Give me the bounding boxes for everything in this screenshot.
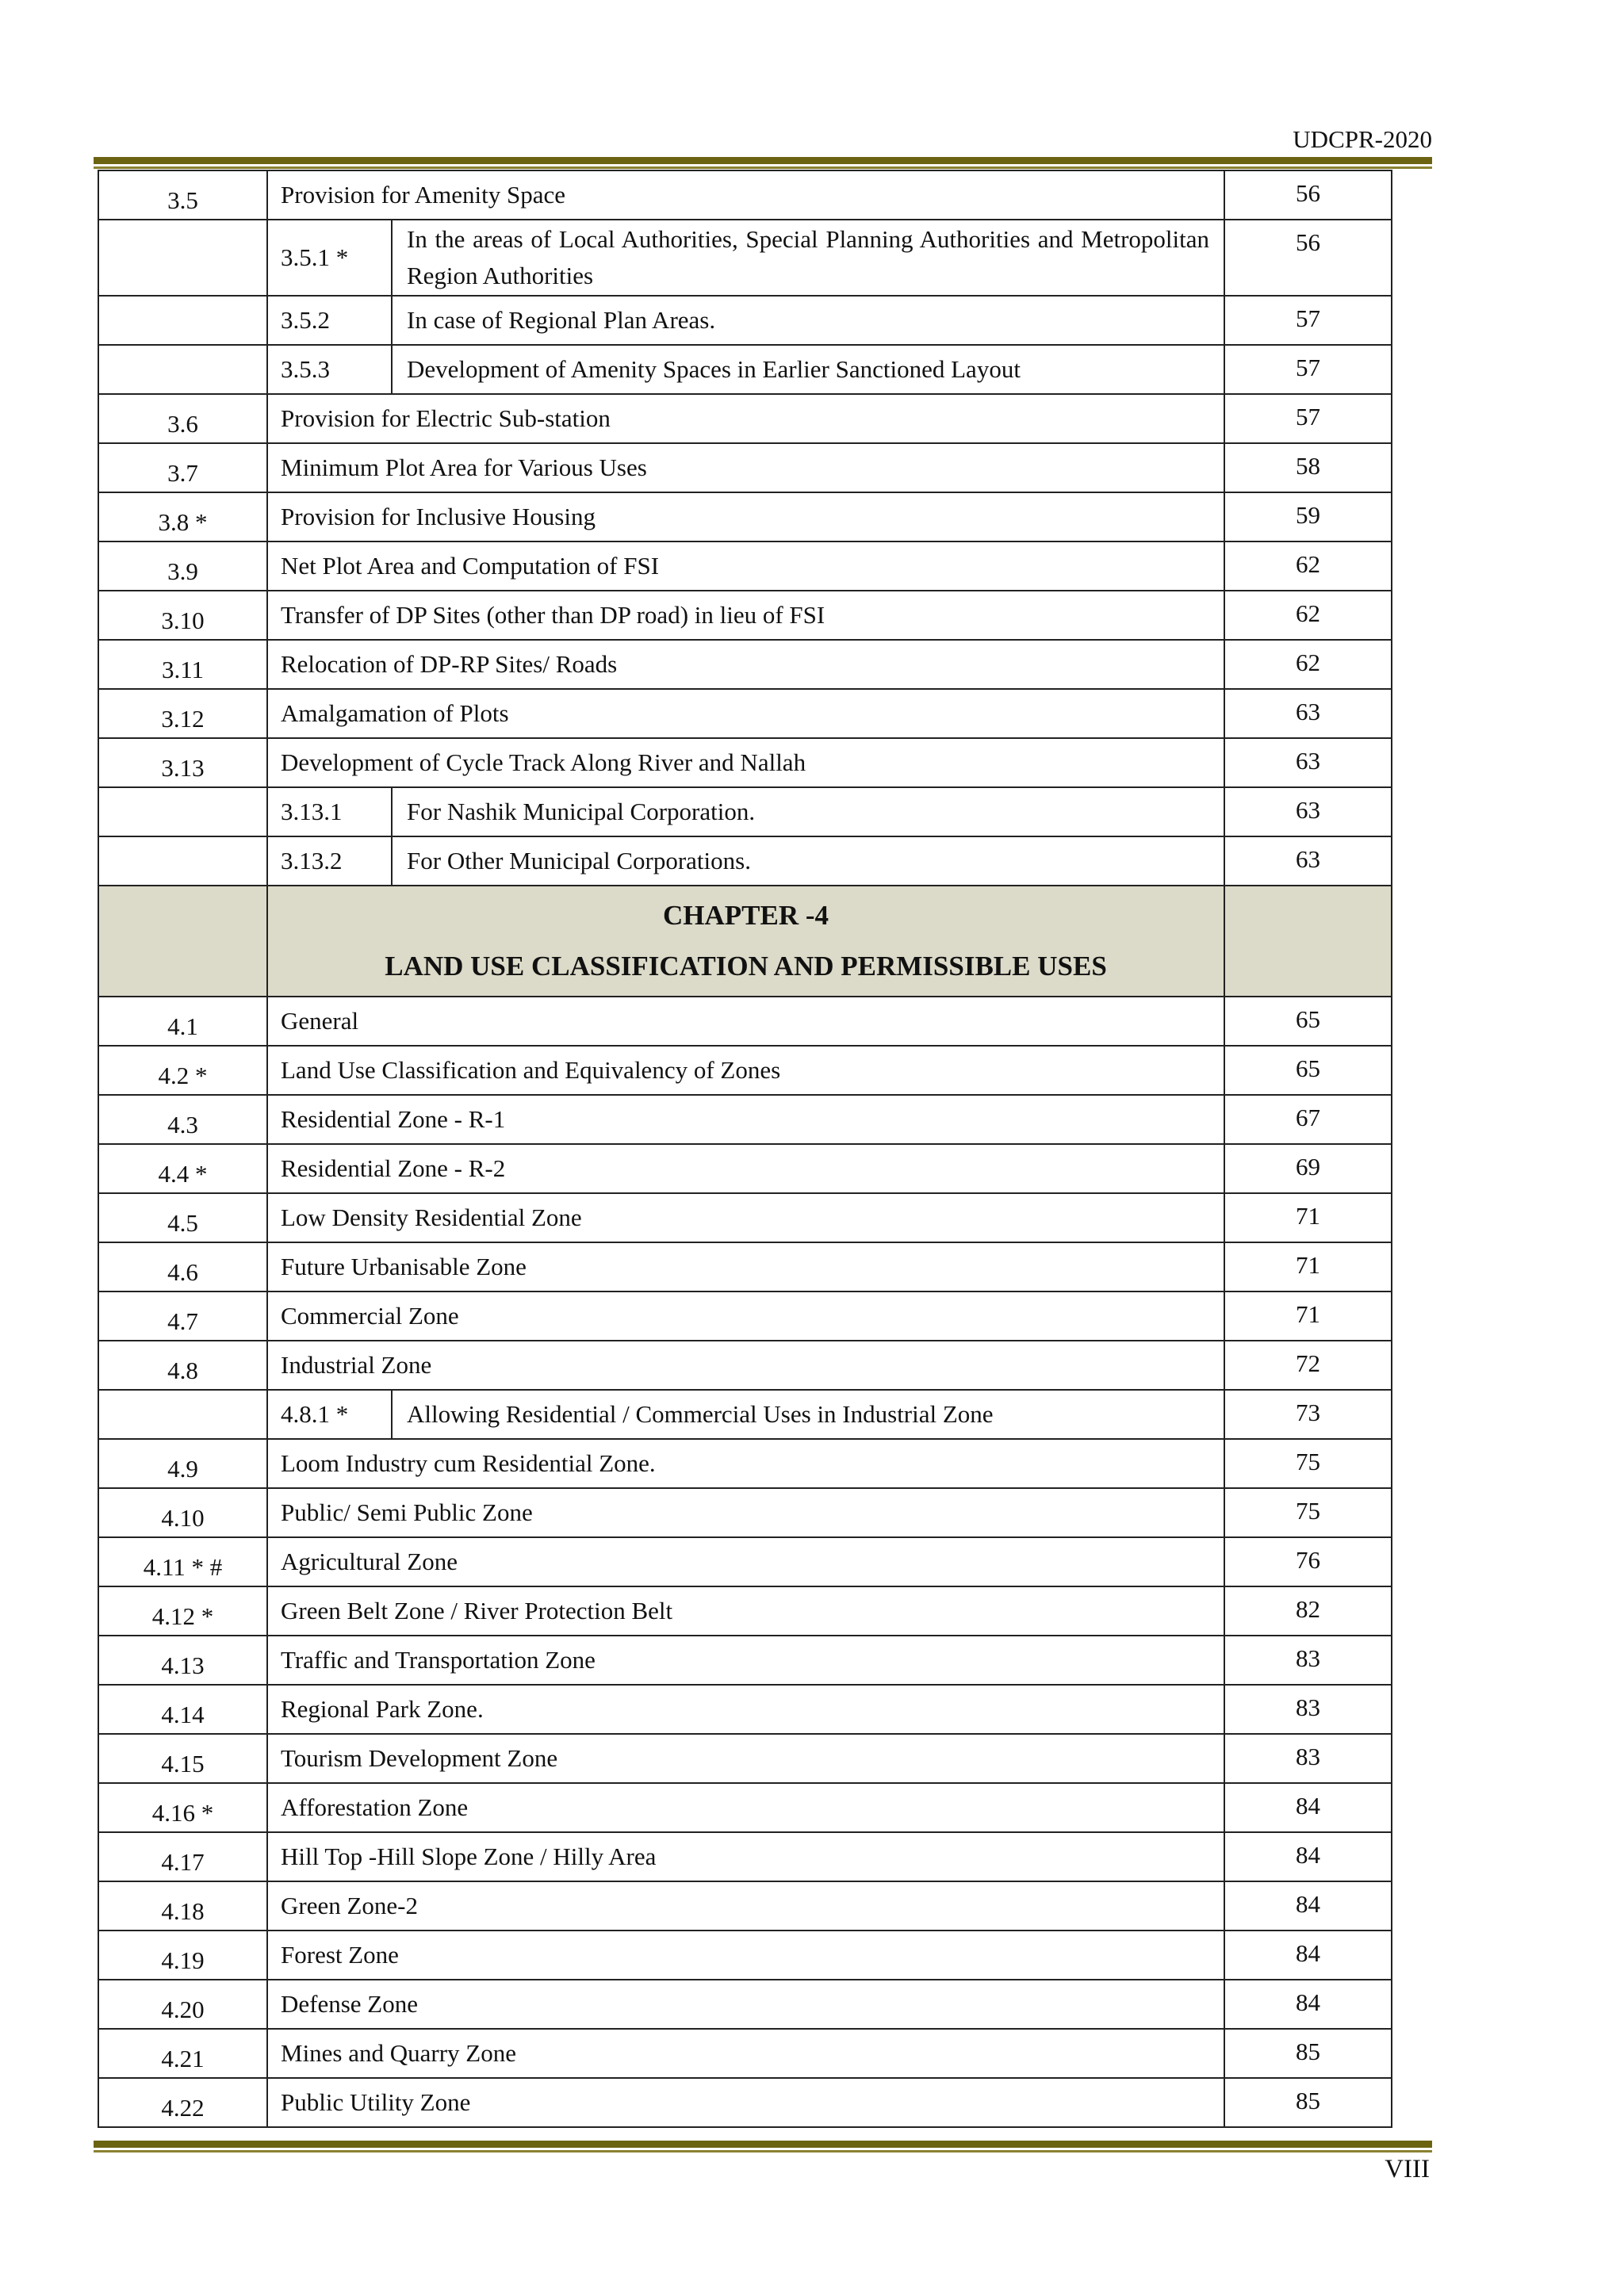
toc-section-row [98, 1783, 1392, 1832]
page-ref: 82 [1224, 1586, 1392, 1636]
section-number: 4.1 [98, 997, 267, 1046]
toc-section-row [98, 997, 1392, 1046]
toc-section-row [98, 170, 1392, 220]
bottom-rule [94, 2141, 1432, 2152]
section-number: 4.2 * [98, 1046, 267, 1095]
toc-body [98, 170, 1392, 2127]
toc-section-row [98, 1292, 1392, 1341]
chapter-heading-row [98, 886, 1392, 997]
section-number: 4.15 [98, 1734, 267, 1783]
page-ref: 57 [1224, 296, 1392, 345]
toc-section-row [98, 541, 1392, 591]
section-title: Low Density Residential Zone [267, 1193, 1224, 1242]
section-number: 4.20 [98, 1980, 267, 2029]
toc-subsection-row [98, 296, 1392, 345]
subsection-number: 3.13.1 [267, 787, 392, 836]
toc-subsection-row [98, 836, 1392, 886]
section-title: Afforestation Zone [267, 1783, 1224, 1832]
subsection-title: In the areas of Local Authorities, Special Planning Authorities and Metropolitan Region Authorities [392, 220, 1224, 296]
page-ref: 63 [1224, 689, 1392, 738]
subsection-number: 3.5.2 [267, 296, 392, 345]
section-number: 4.11 * # [98, 1537, 267, 1586]
page-ref: 57 [1224, 394, 1392, 443]
section-title: Future Urbanisable Zone [267, 1242, 1224, 1292]
page-ref: 58 [1224, 443, 1392, 492]
section-title: Hill Top -Hill Slope Zone / Hilly Area [267, 1832, 1224, 1881]
top-rule [94, 157, 1432, 169]
toc-section-row [98, 1931, 1392, 1980]
section-title: Forest Zone [267, 1931, 1224, 1980]
page-ref: 83 [1224, 1734, 1392, 1783]
section-number: 4.13 [98, 1636, 267, 1685]
page-ref: 85 [1224, 2078, 1392, 2127]
section-title: Relocation of DP-RP Sites/ Roads [267, 640, 1224, 689]
page-ref: 71 [1224, 1193, 1392, 1242]
toc-section-row [98, 1341, 1392, 1390]
section-title: Public Utility Zone [267, 2078, 1224, 2127]
subsection-title: For Other Municipal Corporations. [392, 836, 1224, 886]
toc-section-row [98, 443, 1392, 492]
section-number: 4.8 [98, 1341, 267, 1390]
section-title: Net Plot Area and Computation of FSI [267, 541, 1224, 591]
page-ref: 72 [1224, 1341, 1392, 1390]
section-title: Development of Cycle Track Along River and Nallah [267, 738, 1224, 787]
toc-section-row [98, 2029, 1392, 2078]
toc-section-row [98, 2078, 1392, 2127]
section-title: Provision for Amenity Space [267, 170, 1224, 220]
section-number: 4.19 [98, 1931, 267, 1980]
toc-section-row [98, 1734, 1392, 1783]
toc-section-row [98, 394, 1392, 443]
page-ref: 84 [1224, 1980, 1392, 2029]
page-ref: 63 [1224, 738, 1392, 787]
toc-section-row [98, 1832, 1392, 1881]
page-ref: 83 [1224, 1636, 1392, 1685]
page-ref: 59 [1224, 492, 1392, 541]
subsection-title: Development of Amenity Spaces in Earlier Sanctioned Layout [392, 345, 1224, 394]
page-ref: 65 [1224, 1046, 1392, 1095]
section-title: Green Belt Zone / River Protection Belt [267, 1586, 1224, 1636]
toc-subsection-row [98, 1390, 1392, 1439]
section-number-empty [98, 836, 267, 886]
section-number: 4.10 [98, 1488, 267, 1537]
section-title: Loom Industry cum Residential Zone. [267, 1439, 1224, 1488]
page-ref: 62 [1224, 541, 1392, 591]
page-ref: 76 [1224, 1537, 1392, 1586]
section-title: Transfer of DP Sites (other than DP road) in lieu of FSI [267, 591, 1224, 640]
section-title: Industrial Zone [267, 1341, 1224, 1390]
toc-section-row [98, 492, 1392, 541]
section-title: Mines and Quarry Zone [267, 2029, 1224, 2078]
section-number: 4.7 [98, 1292, 267, 1341]
toc-subsection-row [98, 220, 1392, 296]
toc-section-row [98, 1586, 1392, 1636]
page-ref: 84 [1224, 1783, 1392, 1832]
section-number: 4.16 * [98, 1783, 267, 1832]
subsection-number: 3.5.1 * [267, 220, 392, 296]
toc-section-row [98, 1636, 1392, 1685]
toc-section-row [98, 1685, 1392, 1734]
page-ref: 84 [1224, 1931, 1392, 1980]
section-number: 3.5 [98, 170, 267, 220]
toc-section-row [98, 1488, 1392, 1537]
table-of-contents [98, 170, 1392, 2128]
section-number: 4.5 [98, 1193, 267, 1242]
page-ref: 57 [1224, 345, 1392, 394]
page-ref: 84 [1224, 1832, 1392, 1881]
chapter-page-cell [1224, 886, 1392, 997]
page-ref: 67 [1224, 1095, 1392, 1144]
section-title: Land Use Classification and Equivalency of Zones [267, 1046, 1224, 1095]
section-title: General [267, 997, 1224, 1046]
toc-section-row [98, 1439, 1392, 1488]
page-number: VIII [1385, 2155, 1430, 2183]
page-ref: 71 [1224, 1242, 1392, 1292]
page-ref: 83 [1224, 1685, 1392, 1734]
section-title: Agricultural Zone [267, 1537, 1224, 1586]
page-ref: 56 [1224, 170, 1392, 220]
section-title: Public/ Semi Public Zone [267, 1488, 1224, 1537]
subsection-title: For Nashik Municipal Corporation. [392, 787, 1224, 836]
toc-subsection-row [98, 345, 1392, 394]
toc-section-row [98, 738, 1392, 787]
section-title: Tourism Development Zone [267, 1734, 1224, 1783]
section-number: 4.14 [98, 1685, 267, 1734]
section-title: Green Zone-2 [267, 1881, 1224, 1931]
subsection-number: 3.13.2 [267, 836, 392, 886]
section-title: Commercial Zone [267, 1292, 1224, 1341]
toc-section-row [98, 1095, 1392, 1144]
section-number: 3.8 * [98, 492, 267, 541]
page-ref: 63 [1224, 836, 1392, 886]
toc-section-row [98, 1980, 1392, 2029]
page-ref: 62 [1224, 640, 1392, 689]
section-number: 4.12 * [98, 1586, 267, 1636]
chapter-heading-cell [267, 886, 1224, 997]
section-number: 4.21 [98, 2029, 267, 2078]
subsection-number: 3.5.3 [267, 345, 392, 394]
page-ref: 69 [1224, 1144, 1392, 1193]
section-title: Residential Zone - R-1 [267, 1095, 1224, 1144]
toc-section-row [98, 1881, 1392, 1931]
section-title: Defense Zone [267, 1980, 1224, 2029]
section-number-empty [98, 296, 267, 345]
chapter-num-cell [98, 886, 267, 997]
page-ref: 75 [1224, 1439, 1392, 1488]
section-number: 3.7 [98, 443, 267, 492]
section-number: 4.3 [98, 1095, 267, 1144]
section-title: Provision for Inclusive Housing [267, 492, 1224, 541]
section-number: 3.11 [98, 640, 267, 689]
page-ref: 84 [1224, 1881, 1392, 1931]
section-title: Traffic and Transportation Zone [267, 1636, 1224, 1685]
section-number: 4.22 [98, 2078, 267, 2127]
section-number-empty [98, 787, 267, 836]
subsection-title: Allowing Residential / Commercial Uses in Industrial Zone [392, 1390, 1224, 1439]
section-title: Amalgamation of Plots [267, 689, 1224, 738]
subsection-number: 4.8.1 * [267, 1390, 392, 1439]
page-ref: 62 [1224, 591, 1392, 640]
section-number-empty [98, 345, 267, 394]
page-ref: 71 [1224, 1292, 1392, 1341]
toc-section-row [98, 591, 1392, 640]
page-ref: 65 [1224, 997, 1392, 1046]
section-title: Regional Park Zone. [267, 1685, 1224, 1734]
chapter-number: CHAPTER -4 [662, 900, 829, 931]
toc-section-row [98, 1046, 1392, 1095]
section-number-empty [98, 1390, 267, 1439]
section-number: 4.18 [98, 1881, 267, 1931]
section-number: 3.6 [98, 394, 267, 443]
toc-section-row [98, 1537, 1392, 1586]
subsection-title: In case of Regional Plan Areas. [392, 296, 1224, 345]
page-ref: 63 [1224, 787, 1392, 836]
section-number: 4.9 [98, 1439, 267, 1488]
section-number: 3.10 [98, 591, 267, 640]
section-title: Provision for Electric Sub-station [267, 394, 1224, 443]
page-ref: 85 [1224, 2029, 1392, 2078]
section-title: Minimum Plot Area for Various Uses [267, 443, 1224, 492]
section-title: Residential Zone - R-2 [267, 1144, 1224, 1193]
page-ref: 73 [1224, 1390, 1392, 1439]
section-number: 4.17 [98, 1832, 267, 1881]
section-number-empty [98, 220, 267, 296]
toc-section-row [98, 1144, 1392, 1193]
toc-section-row [98, 689, 1392, 738]
section-number: 3.12 [98, 689, 267, 738]
page-ref: 75 [1224, 1488, 1392, 1537]
section-number: 3.9 [98, 541, 267, 591]
section-number: 4.4 * [98, 1144, 267, 1193]
toc-section-row [98, 1193, 1392, 1242]
page-ref: 56 [1224, 220, 1392, 296]
chapter-title: LAND USE CLASSIFICATION AND PERMISSIBLE USES [385, 951, 1107, 982]
section-number: 4.6 [98, 1242, 267, 1292]
document-code: UDCPR-2020 [1293, 125, 1432, 153]
toc-section-row [98, 1242, 1392, 1292]
toc-subsection-row [98, 787, 1392, 836]
section-number: 3.13 [98, 738, 267, 787]
toc-section-row [98, 640, 1392, 689]
